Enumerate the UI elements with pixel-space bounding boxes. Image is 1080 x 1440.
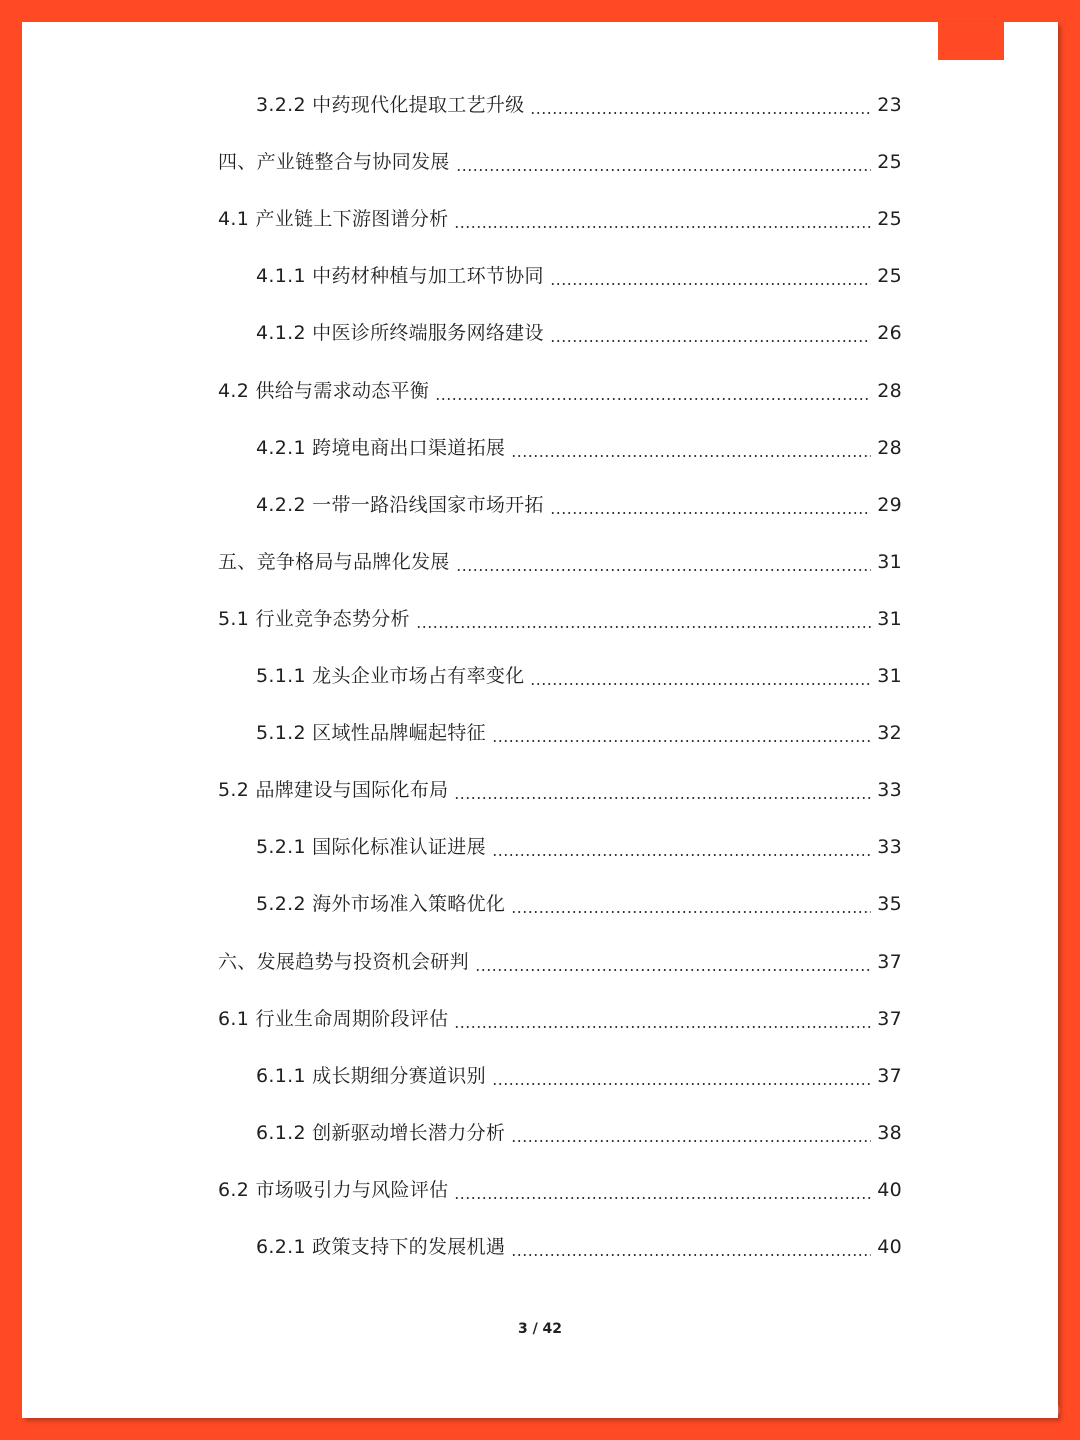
- toc-dot-leader: [416, 626, 871, 628]
- toc-entry[interactable]: [256, 431, 902, 465]
- toc-entry-page-number: 40: [877, 1178, 902, 1201]
- toc-entry[interactable]: [256, 1116, 902, 1150]
- toc-entry[interactable]: [256, 1230, 902, 1264]
- toc-dot-leader: [435, 398, 871, 400]
- toc-entry[interactable]: [256, 830, 902, 864]
- watermark-logo: [1010, 1402, 1060, 1418]
- toc-dot-leader: [456, 169, 872, 171]
- toc-entry[interactable]: [256, 88, 902, 122]
- toc-entry-page-number: 33: [877, 779, 902, 802]
- toc-entry-label: 六、发展趋势与投资机会研判: [218, 950, 469, 973]
- toc-entry-page-number: 38: [877, 1121, 902, 1144]
- toc-dot-leader: [454, 226, 871, 228]
- toc-entry-label: 3.2.2 中药现代化提取工艺升级: [256, 94, 525, 116]
- table-of-contents: [22, 22, 1058, 1418]
- toc-entry-label: 五、竞争格局与品牌化发展: [218, 550, 450, 573]
- toc-entry-page-number: 28: [877, 379, 902, 402]
- toc-dot-leader: [511, 1140, 871, 1142]
- toc-entry-label: 4.1 产业链上下游图谱分析: [218, 208, 449, 231]
- toc-dot-leader: [530, 112, 871, 114]
- toc-entry-page-number: 35: [877, 893, 902, 916]
- document-page: [22, 22, 1058, 1418]
- toc-dot-leader: [511, 455, 871, 457]
- toc-entry-label: 5.1.1 龙头企业市场占有率变化: [256, 665, 525, 687]
- toc-dot-leader: [511, 1254, 871, 1256]
- toc-dot-leader: [456, 569, 872, 571]
- toc-entry-label: 6.2 市场吸引力与风险评估: [218, 1178, 449, 1201]
- toc-entry-label: 6.1.1 成长期细分赛道识别: [256, 1064, 486, 1087]
- toc-dot-leader: [454, 1197, 871, 1199]
- toc-entry[interactable]: [218, 1173, 902, 1207]
- toc-dot-leader: [454, 797, 871, 799]
- toc-entry-page-number: 37: [877, 1007, 902, 1030]
- toc-entry-page-number: 25: [877, 151, 902, 174]
- toc-entry-page-number: 31: [877, 607, 902, 630]
- toc-dot-leader: [492, 1083, 871, 1085]
- page-indicator: 3 / 42: [517, 1321, 563, 1337]
- toc-entry[interactable]: [256, 488, 902, 522]
- toc-dot-leader: [511, 911, 871, 913]
- toc-entry-page-number: 28: [877, 436, 902, 459]
- toc-entry-page-number: 29: [877, 493, 902, 516]
- toc-entry-page-number: 25: [877, 208, 902, 231]
- toc-dot-leader: [454, 1026, 871, 1028]
- toc-entry-label: 6.1 行业生命周期阶段评估: [218, 1007, 449, 1030]
- toc-entry-label: 4.2.2 一带一路沿线国家市场开拓: [256, 493, 544, 516]
- toc-entry-label: 6.2.1 政策支持下的发展机遇: [256, 1236, 506, 1258]
- toc-entry-page-number: 32: [877, 722, 902, 745]
- toc-dot-leader: [475, 969, 871, 971]
- toc-entry[interactable]: [256, 316, 902, 350]
- toc-entry[interactable]: [256, 887, 902, 921]
- toc-entry-label: 5.2 品牌建设与国际化布局: [218, 779, 449, 802]
- toc-entry-label: 6.1.2 创新驱动增长潜力分析: [256, 1121, 506, 1144]
- toc-entry-label: 5.1 行业竞争态势分析: [218, 607, 410, 630]
- toc-entry-page-number: 26: [877, 322, 902, 345]
- toc-entry-page-number: 23: [877, 94, 902, 116]
- toc-entry-label: 5.2.2 海外市场准入策略优化: [256, 893, 506, 916]
- toc-dot-leader: [492, 740, 871, 742]
- toc-entry-label: 4.1.2 中医诊所终端服务网络建设: [256, 322, 544, 345]
- toc-entry-page-number: 37: [877, 1064, 902, 1087]
- toc-entry[interactable]: [218, 1002, 902, 1036]
- toc-dot-leader: [550, 512, 871, 514]
- toc-dot-leader: [550, 283, 871, 285]
- corner-tab-decoration: [938, 22, 1004, 60]
- toc-entry-label: 四、产业链整合与协同发展: [218, 151, 450, 174]
- toc-entry[interactable]: [218, 945, 902, 979]
- toc-entry[interactable]: [218, 773, 902, 807]
- toc-entry-label: 5.2.1 国际化标准认证进展: [256, 836, 486, 859]
- toc-entry-label: 5.1.2 区域性品牌崛起特征: [256, 722, 486, 745]
- toc-dot-leader: [492, 854, 871, 856]
- toc-entry-page-number: 31: [877, 665, 902, 687]
- toc-entry[interactable]: [256, 1059, 902, 1093]
- toc-entry[interactable]: [256, 259, 902, 293]
- toc-entry-label: 4.2.1 跨境电商出口渠道拓展: [256, 436, 506, 459]
- toc-entry[interactable]: [256, 659, 902, 693]
- toc-entry-page-number: 40: [877, 1236, 902, 1258]
- toc-entry[interactable]: [218, 145, 902, 179]
- toc-dot-leader: [550, 340, 871, 342]
- toc-entry-page-number: 37: [877, 950, 902, 973]
- toc-entry[interactable]: [218, 374, 902, 408]
- toc-entry-page-number: 25: [877, 265, 902, 288]
- toc-entry[interactable]: [218, 545, 902, 579]
- toc-entry[interactable]: [218, 202, 902, 236]
- toc-entry-label: 4.2 供给与需求动态平衡: [218, 379, 430, 402]
- toc-entry-page-number: 33: [877, 836, 902, 859]
- toc-entry[interactable]: [218, 602, 902, 636]
- toc-dot-leader: [530, 683, 871, 685]
- toc-entry-page-number: 31: [877, 550, 902, 573]
- toc-entry-label: 4.1.1 中药材种植与加工环节协同: [256, 265, 544, 288]
- toc-entry[interactable]: [256, 716, 902, 750]
